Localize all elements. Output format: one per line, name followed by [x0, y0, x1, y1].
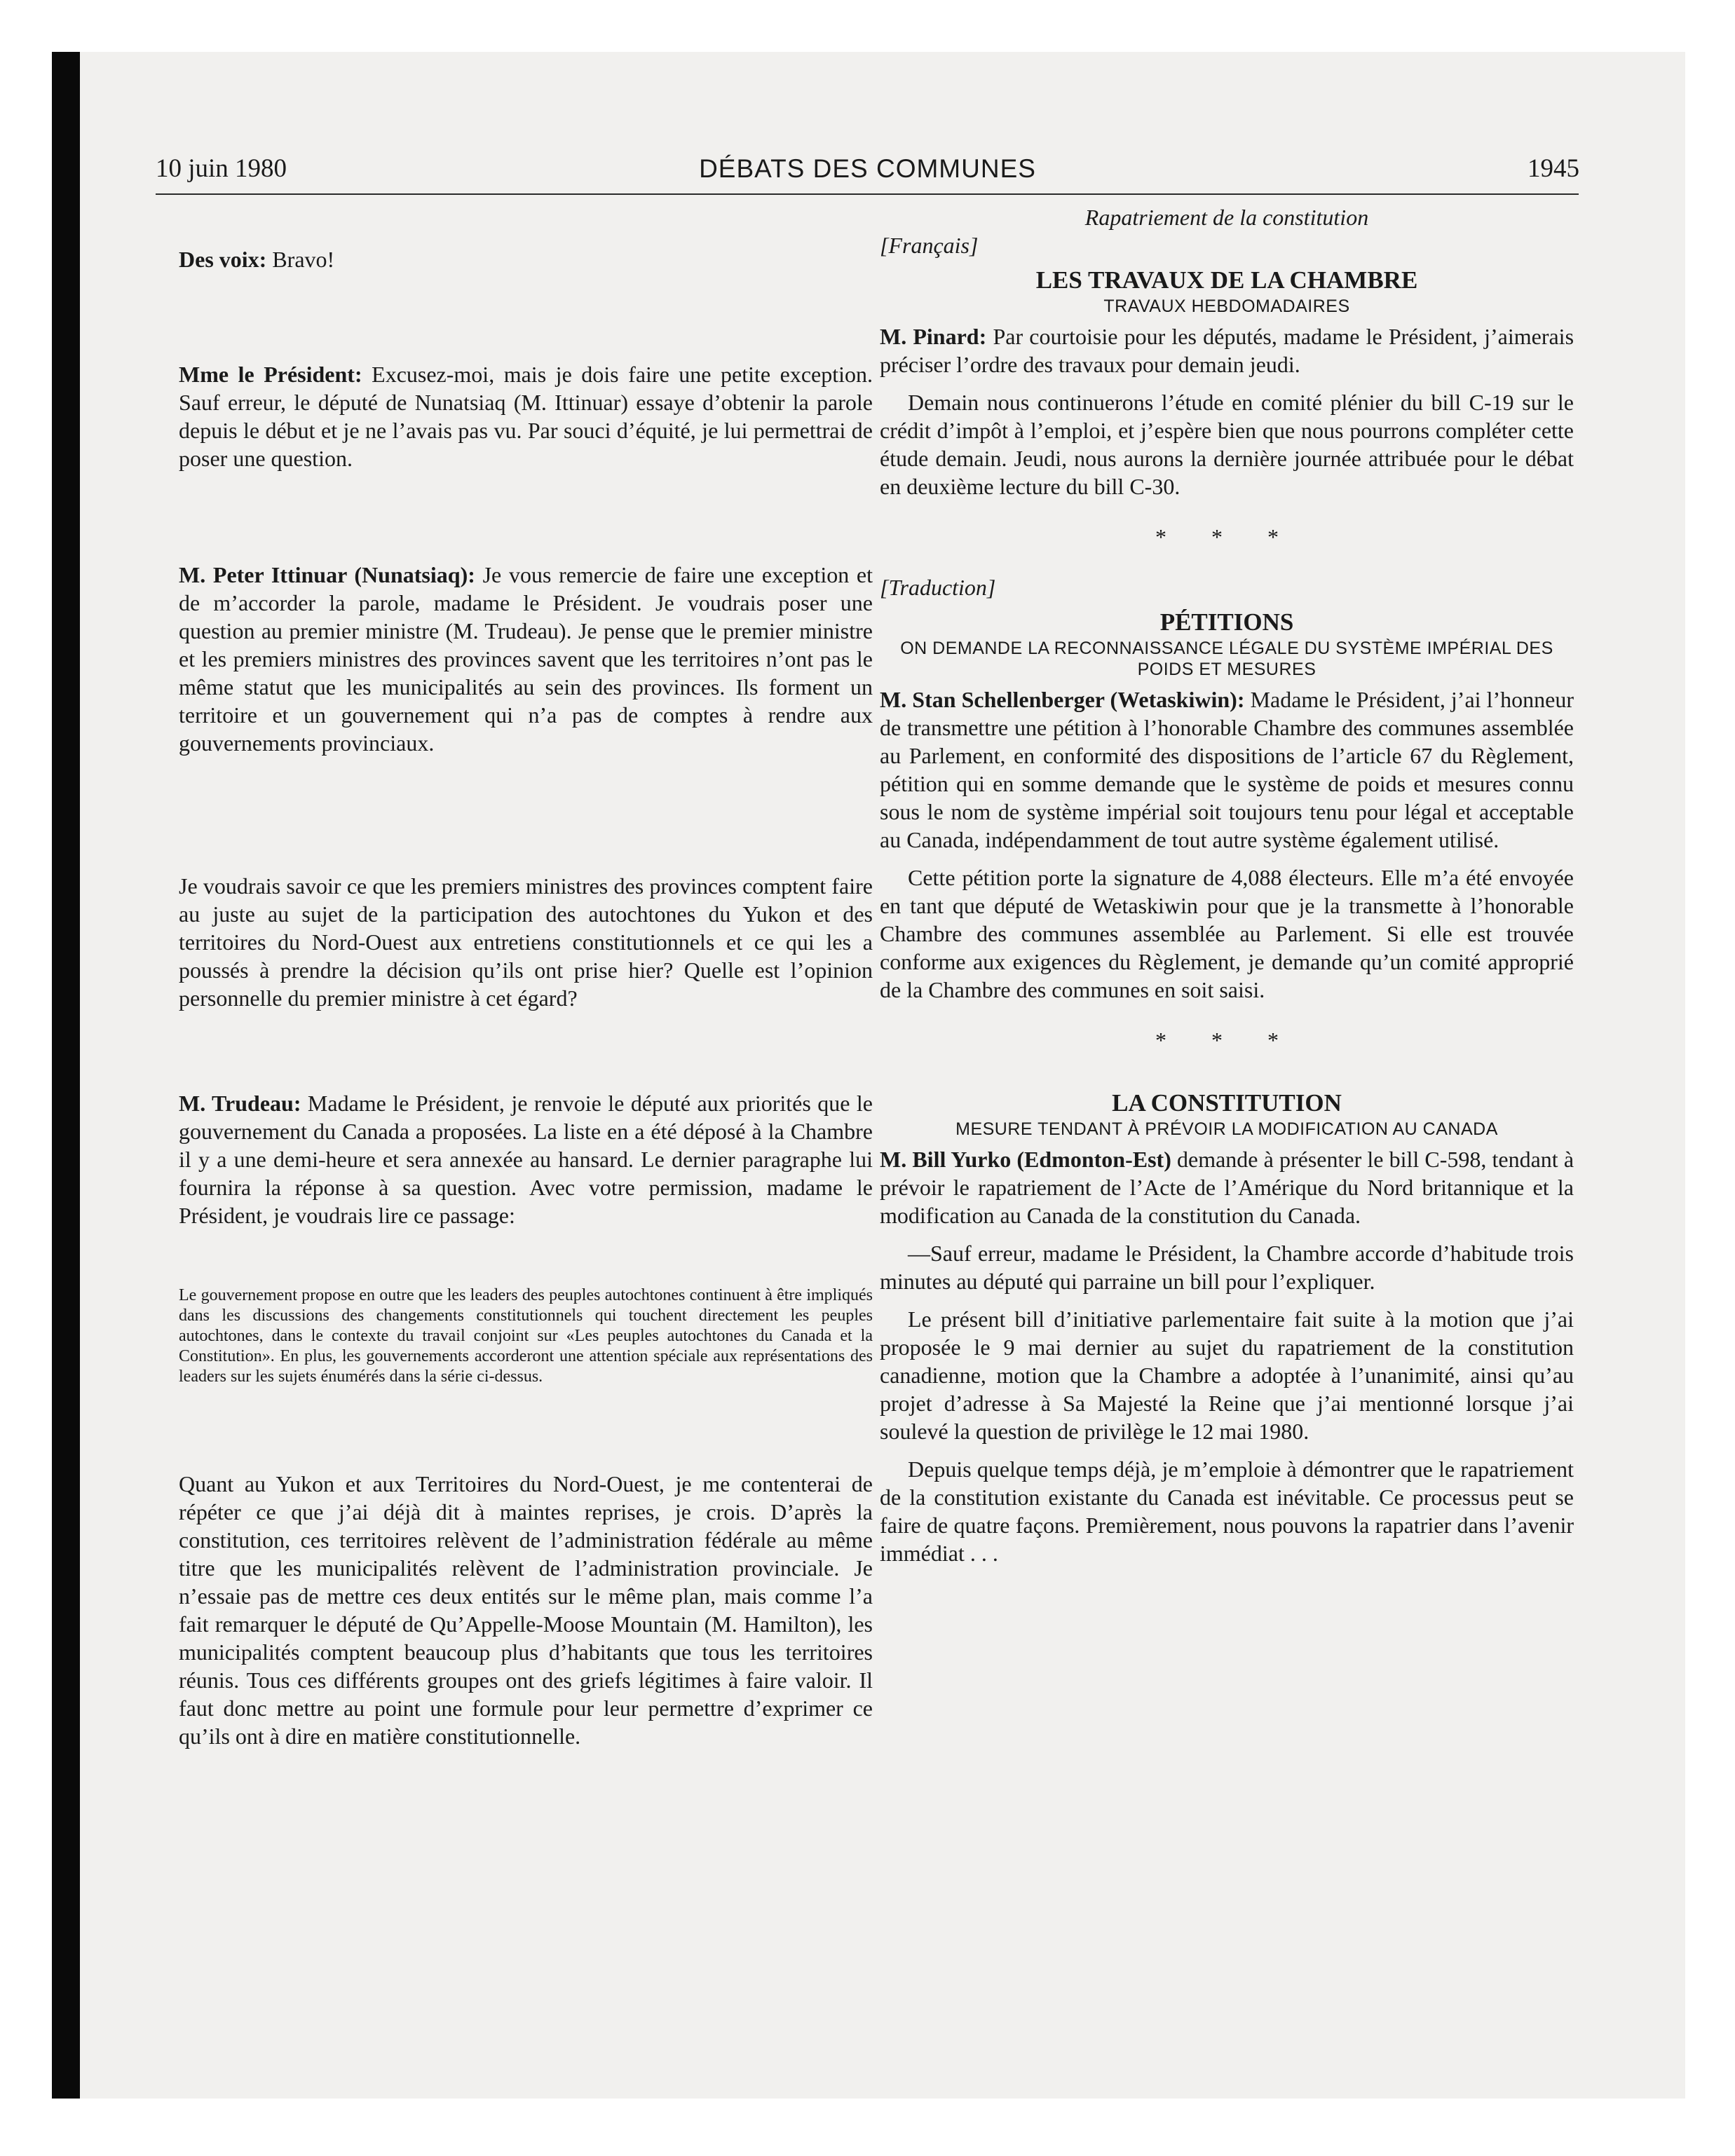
section-separator: * * *	[1155, 524, 1298, 550]
speech-text: Madame le Président, j’ai l’honneur de transmettre une pétition à l’honorable Chambre des communes assemblée au Parlement, en conformité des dispositions de l’article 67 du Règlement, pétition qui en somme demande que le système de poids et mesures connu sous le nom de système impérial soit toujours tenu pour légal et acceptable au Canada, indépendamment de tout autre système également utilisé.	[880, 687, 1574, 852]
speaker-paragraph	[179, 360, 873, 472]
speaker-name: M. Stan Schellenberger (Wetaskiwin):	[880, 687, 1245, 712]
right-column	[880, 203, 1574, 1567]
section-subheading: ON DEMANDE LA RECONNAISSANCE LÉGALE DU SYSTÈME IMPÉRIAL DES POIDS ET MESURES	[900, 639, 1553, 679]
ittinuar-paragraph-2: Je voudrais savoir ce que les premiers ministres des provinces comptent faire au juste au sujet de la participation des autochtones du Yukon et des territoires du Nord-Ouest aux entretiens constitutionnels et ce qui les a poussés à prendre la décision qu’ils ont prise hier? Quelle est l’opinion personnelle du premier ministre à cet égard?	[179, 873, 873, 1011]
pinard-paragraph	[880, 322, 1574, 378]
trudeau-paragraph	[179, 1089, 873, 1229]
speech-text: Je vous remercie de faire une exception et de m’accorder la parole, madame le Président. Je voudrais poser une question au premier ministre (M. Trudeau). Je pense que le premier ministre et les premiers ministres des provinces savent que les territoires n’ont pas le même statut que les municipalités au sein des provinces. Ils forment un territoire et un gouvernement qui n’a pas de comptes à rendre aux gouvernements provinciaux.	[179, 562, 873, 756]
speech-text: demande à présenter le bill C-598, tendant à prévoir le rapatriement de l’Acte de l’Amérique du Nord britannique et la modification au Canada de la constitution du Canada.	[880, 1147, 1574, 1228]
section-heading: PÉTITIONS	[1159, 608, 1294, 636]
left-column	[179, 203, 873, 1750]
header-title: DÉBATS DES COMMUNES	[699, 154, 1036, 183]
language-note: [Français]	[880, 233, 979, 258]
section-heading: LA CONSTITUTION	[1112, 1089, 1342, 1117]
speaker-name: M. Bill Yurko (Edmonton-Est)	[880, 1147, 1171, 1172]
running-title: Rapatriement de la constitution	[1084, 205, 1369, 230]
speech-text: Madame le Président, je renvoie le député aux priorités que le gouvernement du Canada a proposées. La liste en a été déposé à la Chambre il y a une demi-heure et sera annexée au hansard. Le dernier paragraphe lui fournira la réponse à sa question. Avec votre permission, madame le Président, je voudrais lire ce passage:	[179, 1091, 873, 1228]
speaker-name: Des voix:	[179, 247, 267, 272]
speech-text: Excusez-moi, mais je dois faire une petite exception. Sauf erreur, le député de Nunatsiaq (M. Ittinuar) essaye d’obtenir la parole depuis le début et je ne l’avais pas vu. Par souci d’équité, je lui permettrai de poser une question.	[179, 362, 873, 471]
binding-edge	[52, 52, 80, 2099]
trudeau-paragraph-2: Quant au Yukon et aux Territoires du Nord-Ouest, je me contenterai de répéter ce que j’ai déjà dit à maintes reprises, je crois. D’après la constitution, ces territoires relèvent de l’administration fédérale au même titre que les municipalités relèvent de l’administration provinciale. Je n’essaie pas de mettre ces deux entités sur le même plan, mais comme l’a fait remarquer le député de Qu’Appelle-Moose Mountain (M. Hamilton), les municipalités comptent beaucoup plus d’habitants que tous les territoires réunis. Tous ces différents groupes ont des griefs légitimes à faire valoir. Il faut donc mettre au point une formule pour leur permettre d’exprimer ce qu’ils ont à dire en matière constitutionnelle.	[179, 1471, 873, 1749]
section-heading: LES TRAVAUX DE LA CHAMBRE	[1035, 266, 1418, 294]
voices-paragraph	[179, 245, 873, 273]
speaker-name: M. Pinard:	[880, 324, 987, 349]
section-subheading: TRAVAUX HEBDOMADAIRES	[1103, 296, 1350, 316]
speech-text: Par courtoisie pour les députés, madame le Président, j’aimerais préciser l’ordre des travaux pour demain jeudi.	[880, 324, 1574, 377]
yurko-paragraph-4: Depuis quelque temps déjà, je m’emploie à démontrer que le rapatriement de la constitution existante du Canada est inévitable. Ce processus peut se faire de quatre façons. Premièrement, nous pouvons la rapatrier dans l’avenir immédiat . . .	[880, 1456, 1574, 1566]
schellenberger-paragraph	[880, 685, 1574, 854]
pinard-paragraph-2: Demain nous continuerons l’étude en comité plénier du bill C-19 sur le crédit d’impôt à l’emploi, et j’espère bien que nous pourrons compléter cette étude demain. Jeudi, nous aurons la dernière journée attribuée pour le débat en deuxième lecture du bill C-30.	[880, 390, 1574, 499]
speaker-name: M. Peter Ittinuar (Nunatsiaq):	[179, 562, 475, 587]
yurko-paragraph-3: Le présent bill d’initiative parlementaire fait suite à la motion que j’ai proposée le 9 mai dernier au sujet du rapatriement de la constitution canadienne, motion que la Chambre a adoptée à l’unanimité, ainsi qu’au projet d’adresse à Sa Majesté la Reine que j’ai mentionné lorsque j’ai soulevé la question de privilège le 12 mai 1980.	[880, 1306, 1574, 1444]
header-rule	[156, 193, 1579, 195]
speaker-name: M. Trudeau:	[179, 1091, 301, 1116]
ittinuar-paragraph	[179, 561, 873, 757]
speech-text: Bravo!	[272, 247, 335, 272]
yurko-paragraph	[880, 1145, 1574, 1229]
block-quote: Le gouvernement propose en outre que les leaders des peuples autochtones continuent à être impliqués dans les discussions des changements constitutionnels qui touchent directement les peuples autochtones, dans le contexte du travail conjoint sur «Les peuples autochtones du Canada et la Constitution». En plus, les gouvernements accorderont une attention spéciale aux représentations des leaders sur les sujets énumérés dans la série ci-dessus.	[179, 1286, 873, 1386]
section-separator: * * *	[1155, 1028, 1298, 1053]
yurko-paragraph-2: —Sauf erreur, madame le Président, la Chambre accorde d’habitude trois minutes au député qui parraine un bill pour l’expliquer.	[880, 1241, 1574, 1294]
section-subheading: MESURE TENDANT À PRÉVOIR LA MODIFICATION AU CANADA	[955, 1119, 1498, 1139]
header-date: 10 juin 1980	[156, 154, 287, 183]
language-note: [Traduction]	[880, 575, 996, 600]
header-page-number: 1945	[1528, 154, 1579, 183]
speaker-name: Mme le Président:	[179, 362, 362, 387]
schellenberger-paragraph-2: Cette pétition porte la signature de 4,088 électeurs. Elle m’a été envoyée en tant que député de Wetaskiwin pour que je la transmette à l’honorable Chambre des communes assemblée au Parlement. Si elle est trouvée conforme aux exigences du Règlement, je demande qu’un comité approprié de la Chambre des communes en soit saisi.	[880, 865, 1574, 1002]
